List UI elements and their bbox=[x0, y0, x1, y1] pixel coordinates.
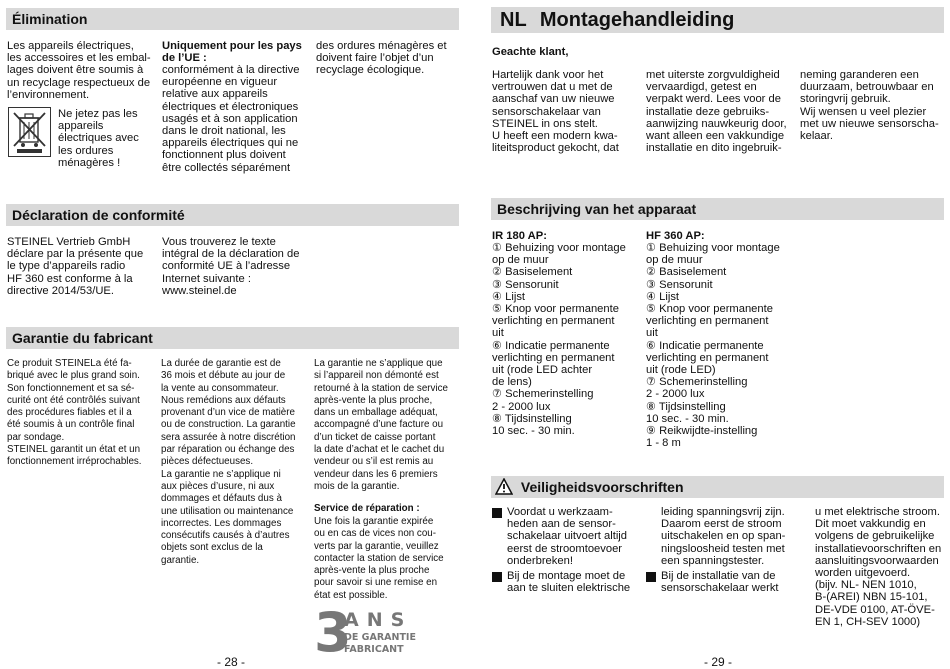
elimination-col2: conformément à la directive européenne en vigueur relative aux appareils électriques et électroniques usagés et à son application dans le droit national, les appareils électriques qui ne fonctionnent plus doivent être collectés séparément bbox=[162, 64, 300, 174]
bullet-icon bbox=[492, 508, 502, 518]
garantie-col3: La garantie ne s’applique que si l’appareil non démonté est retourné à la station de service après-vente la plus proche, dans un emballage adéquat, accompagné d’une facture ou d’un ticket de caisse portant la date d’achat et le cachet du vendeur ou s’il est remis au vendeur dans les 6 premiers mois de la garantie. bbox=[314, 358, 448, 492]
crossed-bin-icon bbox=[8, 107, 51, 157]
safety-c1a: Voordat u werkzaam- heden aan de sensor- schakelaar uitvoert altijd eerst de stroomtoevoer onderbreken! bbox=[507, 506, 628, 567]
bullet-icon bbox=[646, 572, 656, 582]
warranty-logo-digit: 3 bbox=[314, 601, 352, 664]
elimination-eu-title: Uniquement pour les pays de l’UE : bbox=[162, 40, 302, 65]
beschrijving-heading: Beschrijving van het apparaat bbox=[491, 198, 944, 220]
safety-c1b: Bij de montage moet de aan te sluiten elektrische bbox=[507, 570, 631, 595]
veiligheid-title: Veiligheidsvoorschriften bbox=[520, 479, 684, 495]
hf-title: HF 360 AP: bbox=[646, 230, 705, 242]
bullet-icon bbox=[492, 572, 502, 582]
elimination-col3: des ordures ménagères et doivent faire l’objet d’un recyclage écologique. bbox=[316, 40, 447, 77]
warranty-logo bbox=[314, 601, 424, 664]
intro-col3: neming garanderen een duurzaam, betrouwbaar en storingvrij gebruik. Wij wensen u veel plezier met uw nieuwe sensorscha- kelaar. bbox=[800, 69, 939, 143]
warning-triangle-icon bbox=[495, 478, 513, 501]
service-title: Service de réparation : bbox=[314, 503, 420, 514]
elimination-col1b: Ne jetez pas les appareils électriques avec les ordures ménagères ! bbox=[58, 108, 139, 169]
page-number-left: - 28 - bbox=[217, 655, 246, 669]
veiligheid-heading bbox=[491, 476, 944, 498]
ir-parts-list: ① Behuizing voor montage op de muur ② Basiselement ③ Sensorunit ④ Lijst ⑤ Knop voor permanente verlichting en permanent uit ⑥ Indicatie permanente verlichting en permanent uit (rode LED achter de lens) ⑦ Schemerinstelling 2 - 2000 lux ⑧ Tijdsinstelling 10 sec. - 30 min. bbox=[492, 242, 626, 438]
elimination-col1: Les appareils électriques, les accessoires et les embal- lages doivent être soumis à un recyclage respectueux de l’environnement. bbox=[7, 40, 151, 101]
page-title bbox=[491, 7, 944, 33]
safety-c2b: Bij de installatie van de sensorschakelaar werkt bbox=[661, 570, 779, 595]
page-number-right: - 29 - bbox=[704, 655, 733, 669]
warranty-logo-line2: FABRICANT bbox=[344, 644, 404, 655]
greeting: Geachte klant, bbox=[492, 46, 569, 58]
hf-parts-list: ① Behuizing voor montage op de muur ② Basiselement ③ Sensorunit ④ Lijst ⑤ Knop voor permanente verlichting en permanent uit ⑥ Indicatie permanente verlichting en permanent uit (rode LED) ⑦ Schemerinstelling 2 - 2000 lux ⑧ Tijdsinstelling 10 sec. - 30 min. ⑨ Reikwijdte-instelling 1 - 8 m bbox=[646, 242, 780, 450]
language-code: NL bbox=[500, 9, 527, 31]
garantie-col2: La durée de garantie est de 36 mois et débute au jour de la vente au consommateur. Nous remédions aux défauts provenant d’un vice de matière ou de construction. La garantie sera assurée à notre discrétion par réparation ou échange des pièces défectueuses. La garantie ne s’applique ni aux pièces d’usure, ni aux dommages et défauts dus à une utilisation ou maintenance incorrectes. Les dommages consécutifs causés à d’autres objets sont exclus de la garantie. bbox=[161, 358, 296, 566]
declaration-heading: Déclaration de conformité bbox=[6, 204, 459, 226]
manual-title: Montagehandleiding bbox=[539, 9, 735, 31]
warranty-logo-line1: DE GARANTIE bbox=[344, 632, 416, 643]
declaration-col2: Vous trouverez le texte intégral de la déclaration de conformité UE à l’adresse Internet suivante : www.steinel.de bbox=[162, 236, 300, 297]
service-text: Une fois la garantie expirée ou en cas de vices non cou- verts par la garantie, veuillez contacter la station de service après-vente la plus proche pour savoir si une remise en état est possible. bbox=[314, 516, 444, 601]
garantie-col1: Ce produit STEINELa été fa- briqué avec le plus grand soin. Son fonctionnement et sa sé- curité ont été contrôlés suivant des procédures fiables et il a été soumis à un contrôle final par sondage. STEINEL garantit un état et un fonctionnement irréprochables. bbox=[7, 358, 142, 468]
ir-title: IR 180 AP: bbox=[492, 230, 547, 242]
elimination-heading: Élimination bbox=[6, 8, 459, 30]
intro-col2: met uiterste zorgvuldigheid vervaardigd, getest en verpakt werd. Lees voor de installatie deze gebruiks- aanwijzing nauwkeurig door, want alleen een vakkundige installatie en dito ingebruik- bbox=[646, 69, 787, 155]
safety-c3: u met elektrische stroom. Dit moet vakkundig en volgens de gebruikelijke installatievoorschriften en aansluitingsvoorwaarden worden uitgevoerd. (bijv. NL- NEN 1010, B-(AREI) NBN 15-101, DE-VDE 0100, AT-ÖVE- EN 1, CH-SEV 1000) bbox=[815, 506, 942, 628]
garantie-heading: Garantie du fabricant bbox=[6, 327, 459, 349]
safety-c2a: leiding spanningsvrij zijn. Daarom eerst de stroom uitschakelen en op span- ningsloosheid testen met een spanningstester. bbox=[661, 506, 786, 567]
warranty-logo-word: ANS bbox=[344, 609, 413, 631]
intro-col1: Hartelijk dank voor het vertrouwen dat u met de aanschaf van uw nieuwe sensorschakelaar van STEINEL in ons stelt. U heeft een modern kwa- liteitsproduct gekocht, dat bbox=[492, 69, 619, 155]
declaration-col1: STEINEL Vertrieb GmbH déclare par la présente que le type d’appareils radio HF 360 est conforme à la directive 2014/53/UE. bbox=[7, 236, 144, 297]
